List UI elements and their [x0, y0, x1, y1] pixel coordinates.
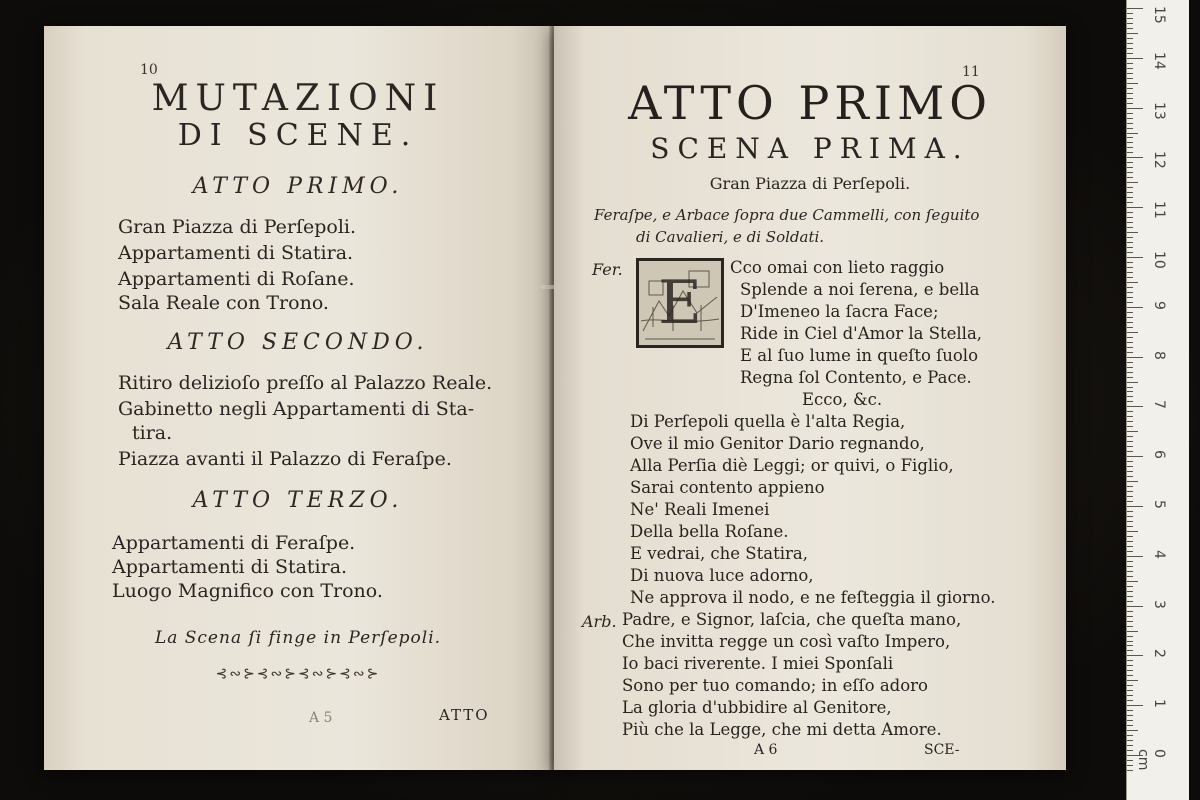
ruler-tick	[1127, 606, 1143, 607]
left-subtitle: DI SCENE.	[177, 118, 419, 153]
ruler-tick	[1127, 536, 1133, 537]
ruler-tick	[1127, 416, 1133, 417]
ruler-tick	[1127, 257, 1143, 258]
ruler-tick	[1127, 103, 1133, 104]
ruler-tick	[1127, 411, 1133, 412]
recitative-line: Della bella Roſane.	[630, 522, 789, 541]
ruler-tick	[1127, 123, 1133, 124]
ruler-tick	[1127, 621, 1133, 622]
ruler-tick	[1127, 770, 1133, 771]
ruler-tick	[1127, 287, 1133, 288]
speaker-label: Arb.	[582, 612, 617, 631]
ruler-tick	[1127, 322, 1133, 323]
ruler-tick	[1127, 586, 1133, 587]
ruler-tick	[1127, 232, 1138, 233]
ruler-tick	[1127, 406, 1143, 407]
ruler-tick	[1127, 247, 1133, 248]
ruler-tick	[1127, 118, 1133, 119]
ruler-tick	[1127, 466, 1133, 467]
ruler-tick	[1127, 292, 1133, 293]
ruler-tick	[1127, 760, 1133, 761]
speaker-label: Fer.	[592, 260, 623, 279]
ruler-tick	[1127, 636, 1133, 637]
ruler-tick	[1127, 347, 1133, 348]
ruler-tick	[1127, 192, 1133, 193]
ruler-tick	[1127, 28, 1133, 29]
ruler-label: 9	[1151, 300, 1167, 310]
scene-entry: Luogo Magnifico con Trono.	[112, 580, 383, 602]
ruler-tick	[1127, 541, 1133, 542]
ruler-tick	[1127, 362, 1133, 363]
ruler-label: 12	[1151, 151, 1167, 170]
scene-entry: Appartamenti di Roſane.	[118, 268, 355, 290]
left-signature: A 5	[309, 710, 333, 726]
ruler-tick	[1127, 596, 1133, 597]
recitative-line: Padre, e Signor, laſcia, che queſta mano,	[622, 610, 962, 629]
ruler-tick	[1127, 33, 1138, 34]
ruler-tick	[1127, 710, 1133, 711]
scene-place: Gran Piazza di Perſepoli.	[709, 174, 911, 193]
ruler-tick	[1127, 337, 1133, 338]
right-catchword: SCE-	[924, 742, 960, 758]
ruler-tick	[1127, 98, 1133, 99]
ruler-tick	[1127, 83, 1138, 84]
recitative-line: Sono per tuo comando; in eſſo adoro	[622, 676, 928, 695]
ruler-tick	[1127, 207, 1143, 208]
ruler-tick	[1127, 133, 1138, 134]
ruler-tick	[1127, 43, 1133, 44]
ruler-tick	[1127, 73, 1133, 74]
ruler-tick	[1127, 372, 1133, 373]
scene-entry: Gran Piazza di Perſepoli.	[118, 216, 357, 238]
ruler-tick	[1127, 58, 1143, 59]
ruler-tick	[1127, 147, 1133, 148]
scene-entry: Piazza avanti il Palazzo di Feraſpe.	[118, 448, 452, 470]
ruler-tick	[1127, 591, 1133, 592]
ruler-tick	[1127, 715, 1133, 716]
recitative-line: La gloria d'ubbidire al Genitore,	[622, 698, 892, 717]
ruler-tick	[1127, 38, 1133, 39]
ruler-tick	[1127, 237, 1133, 238]
scene-entry: Appartamenti di Statira.	[118, 242, 354, 264]
ruler-tick	[1127, 426, 1133, 427]
ruler-tick	[1127, 436, 1133, 437]
ruler-tick	[1127, 391, 1133, 392]
ruler-label: 13	[1151, 101, 1167, 120]
ruler-tick	[1127, 282, 1138, 283]
measurement-ruler	[1126, 0, 1189, 800]
ruler-tick	[1127, 581, 1138, 582]
ruler-tick	[1127, 202, 1133, 203]
recitative-line: E vedrai, che Statira,	[630, 544, 808, 563]
ruler-tick	[1127, 501, 1133, 502]
ruler-tick	[1127, 312, 1133, 313]
right-page	[554, 26, 1066, 770]
ruler-tick	[1127, 142, 1133, 143]
engraved-initial-icon	[639, 261, 721, 345]
ruler-tick	[1127, 631, 1138, 632]
act-heading: ATTO TERZO.	[192, 488, 404, 513]
ecco-repeat: Ecco, &c.	[802, 390, 883, 409]
aria-line: E al ſuo lume in queſto ſuolo	[740, 346, 979, 365]
ruler-tick	[1127, 157, 1143, 158]
aria-line: Splende a noi ſerena, e bella	[740, 280, 980, 299]
ruler-tick	[1127, 441, 1133, 442]
ruler-tick	[1127, 367, 1133, 368]
act-heading: ATTO SECONDO.	[167, 330, 429, 355]
ruler-tick	[1127, 576, 1133, 577]
stage-direction: Feraſpe, e Arbace ſopra due Cammelli, con ſeguito	[594, 206, 980, 224]
ruler-tick	[1127, 461, 1133, 462]
ruler-tick	[1127, 108, 1143, 109]
ruler-tick	[1127, 277, 1133, 278]
ruler-tick	[1127, 267, 1133, 268]
ruler-label: 6	[1151, 450, 1167, 460]
ruler-tick	[1127, 396, 1133, 397]
ruler-tick	[1127, 601, 1133, 602]
ruler-tick	[1127, 730, 1138, 731]
recitative-line: Di Perſepoli quella è l'alta Regia,	[630, 412, 906, 431]
ruler-tick	[1127, 93, 1133, 94]
ruler-tick	[1127, 197, 1133, 198]
ruler-tick	[1127, 556, 1143, 557]
ruler-tick	[1127, 665, 1133, 666]
scene-entry: Appartamenti di Feraſpe.	[112, 532, 356, 554]
recitative-line: Più che la Legge, che mi detta Amore.	[622, 720, 942, 739]
left-title: MUTAZIONI	[151, 78, 445, 119]
ruler-tick	[1127, 327, 1133, 328]
ruler-tick	[1127, 526, 1133, 527]
ruler-tick	[1127, 272, 1133, 273]
ruler-tick	[1127, 421, 1133, 422]
ruler-label: 7	[1151, 400, 1167, 410]
ruler-label: 14	[1151, 51, 1167, 70]
scene-entry: tira.	[132, 422, 173, 444]
ruler-tick	[1127, 516, 1133, 517]
ruler-tick	[1127, 357, 1143, 358]
ruler-tick	[1127, 695, 1133, 696]
ruler-tick	[1127, 616, 1133, 617]
ruler-label: 11	[1151, 201, 1167, 220]
ruler-label: 10	[1151, 251, 1167, 269]
ruler-tick	[1127, 382, 1138, 383]
ruler-tick	[1127, 645, 1133, 646]
ruler-tick	[1127, 13, 1133, 14]
ruler-tick	[1127, 242, 1133, 243]
ruler-tick	[1127, 212, 1133, 213]
ruler-tick	[1127, 446, 1133, 447]
ornament-divider: ⊰∾⊱⊰∾⊱⊰∾⊱⊰∾⊱	[215, 666, 381, 682]
ruler-label: 3	[1151, 599, 1167, 609]
ruler-label: 5	[1151, 500, 1167, 509]
ruler-tick	[1127, 63, 1133, 64]
ruler-tick	[1127, 705, 1143, 706]
ruler-tick	[1127, 451, 1133, 452]
ruler-tick	[1127, 456, 1143, 457]
ruler-tick	[1127, 88, 1133, 89]
stage-direction: di Cavalieri, e di Soldati.	[636, 228, 825, 246]
ruler-tick	[1127, 137, 1133, 138]
ruler-tick	[1127, 222, 1133, 223]
ruler-tick	[1127, 641, 1133, 642]
ruler-label: 4	[1151, 549, 1167, 559]
recitative-line: Ne' Reali Imenei	[630, 500, 770, 519]
ruler-tick	[1127, 506, 1143, 507]
ruler-tick	[1127, 566, 1133, 567]
ruler-tick	[1127, 675, 1133, 676]
ruler-tick	[1127, 8, 1143, 9]
ruler-tick	[1127, 227, 1133, 228]
ruler-tick	[1127, 302, 1133, 303]
ruler-tick	[1127, 486, 1133, 487]
scene-entry: Appartamenti di Statira.	[112, 556, 348, 578]
ruler-label: 8	[1151, 350, 1167, 360]
ruler-tick	[1127, 745, 1133, 746]
ruler-tick	[1127, 182, 1138, 183]
ruler-tick	[1127, 655, 1143, 656]
ruler-tick	[1127, 162, 1133, 163]
ruler-tick	[1127, 128, 1133, 129]
act-heading: ATTO PRIMO.	[192, 174, 404, 199]
ruler-label: 2	[1151, 649, 1167, 659]
ruler-tick	[1127, 262, 1133, 263]
ruler-tick	[1127, 342, 1133, 343]
recitative-line: Che invitta regge un così vaſto Impero,	[622, 632, 951, 651]
right-subtitle: SCENA PRIMA.	[650, 132, 970, 165]
ruler-tick	[1127, 521, 1133, 522]
ruler-tick	[1127, 725, 1133, 726]
ruler-tick	[1127, 496, 1133, 497]
ruler-tick	[1127, 113, 1133, 114]
ruler-tick	[1127, 735, 1133, 736]
right-signature: A 6	[754, 742, 778, 758]
ruler-tick	[1127, 551, 1133, 552]
ruler-tick	[1127, 23, 1133, 24]
ruler-tick	[1127, 471, 1133, 472]
right-page-number: 11	[962, 64, 980, 80]
ruler-tick	[1127, 307, 1143, 308]
ruler-tick	[1127, 765, 1133, 766]
ruler-tick	[1127, 511, 1133, 512]
svg-text:E: E	[658, 268, 702, 338]
ruler-tick	[1127, 68, 1133, 69]
ruler-tick	[1127, 332, 1138, 333]
ruler-tick	[1127, 401, 1133, 402]
ruler-tick	[1127, 387, 1133, 388]
ruler-tick	[1127, 476, 1133, 477]
ruler-tick	[1127, 177, 1133, 178]
ruler-tick	[1127, 720, 1133, 721]
left-catchword: ATTO	[439, 706, 490, 724]
scene-entry: Gabinetto negli Appartamenti di Sta-	[118, 398, 475, 420]
scene-entry: Ritiro delizioſo preſſo al Palazzo Reale.	[118, 372, 493, 394]
ruler-tick	[1127, 611, 1133, 612]
aria-line: Regna ſol Contento, e Pace.	[740, 368, 972, 387]
aria-line: Ride in Ciel d'Amor la Stella,	[740, 324, 983, 343]
ruler-tick	[1127, 670, 1133, 671]
ruler-tick	[1127, 571, 1133, 572]
recitative-line: Sarai contento appieno	[630, 478, 825, 497]
ruler-tick	[1127, 650, 1133, 651]
ruler-tick	[1127, 491, 1133, 492]
left-page-number: 10	[140, 62, 158, 78]
ruler-tick	[1127, 626, 1133, 627]
aria-line: D'Imeneo la ſacra Face;	[740, 302, 939, 321]
ruler-tick	[1127, 431, 1138, 432]
ruler-tick	[1127, 297, 1133, 298]
ruler-tick	[1127, 481, 1138, 482]
ruler-tick	[1127, 18, 1133, 19]
ruler-tick	[1127, 685, 1133, 686]
setting-note: La Scena ſi finge in Perſepoli.	[154, 628, 442, 648]
scene-entry: Sala Reale con Trono.	[118, 292, 329, 314]
ruler-tick	[1127, 217, 1133, 218]
ruler-tick	[1127, 78, 1133, 79]
ruler-tick	[1127, 172, 1133, 173]
ruler-tick	[1127, 750, 1133, 751]
aria-line: Cco omai con lieto raggio	[730, 258, 945, 277]
ruler-tick	[1127, 317, 1133, 318]
ruler-tick	[1127, 187, 1133, 188]
decorated-initial-e	[636, 258, 724, 348]
recitative-line: Di nuova luce adorno,	[630, 566, 814, 585]
ruler-label: 1	[1151, 699, 1167, 709]
ruler-tick	[1127, 377, 1133, 378]
ruler-tick	[1127, 167, 1133, 168]
ruler-label: 15	[1151, 6, 1167, 24]
recitative-line: Alla Perſia diè Leggi; or quivi, o Figlio,	[630, 456, 954, 475]
ruler-tick	[1127, 690, 1133, 691]
recitative-line: Ne approva il nodo, e ne feſteggia il giorno.	[630, 588, 996, 607]
ruler-tick	[1127, 53, 1133, 54]
ruler-label: 0 cm	[1135, 749, 1167, 771]
recitative-line: Io baci riverente. I miei Sponſali	[622, 654, 894, 673]
ruler-tick	[1127, 48, 1133, 49]
ruler-tick	[1127, 152, 1133, 153]
ruler-tick	[1127, 700, 1133, 701]
ruler-tick	[1127, 660, 1133, 661]
ruler-tick	[1127, 546, 1133, 547]
right-title: ATTO PRIMO	[628, 76, 992, 130]
ruler-tick	[1127, 252, 1133, 253]
ruler-tick	[1127, 352, 1133, 353]
recitative-line: Ove il mio Genitor Dario regnando,	[630, 434, 925, 453]
ruler-tick	[1127, 680, 1138, 681]
ruler-tick	[1127, 531, 1138, 532]
ruler-tick	[1127, 740, 1133, 741]
left-page	[44, 26, 552, 770]
ruler-tick	[1127, 561, 1133, 562]
